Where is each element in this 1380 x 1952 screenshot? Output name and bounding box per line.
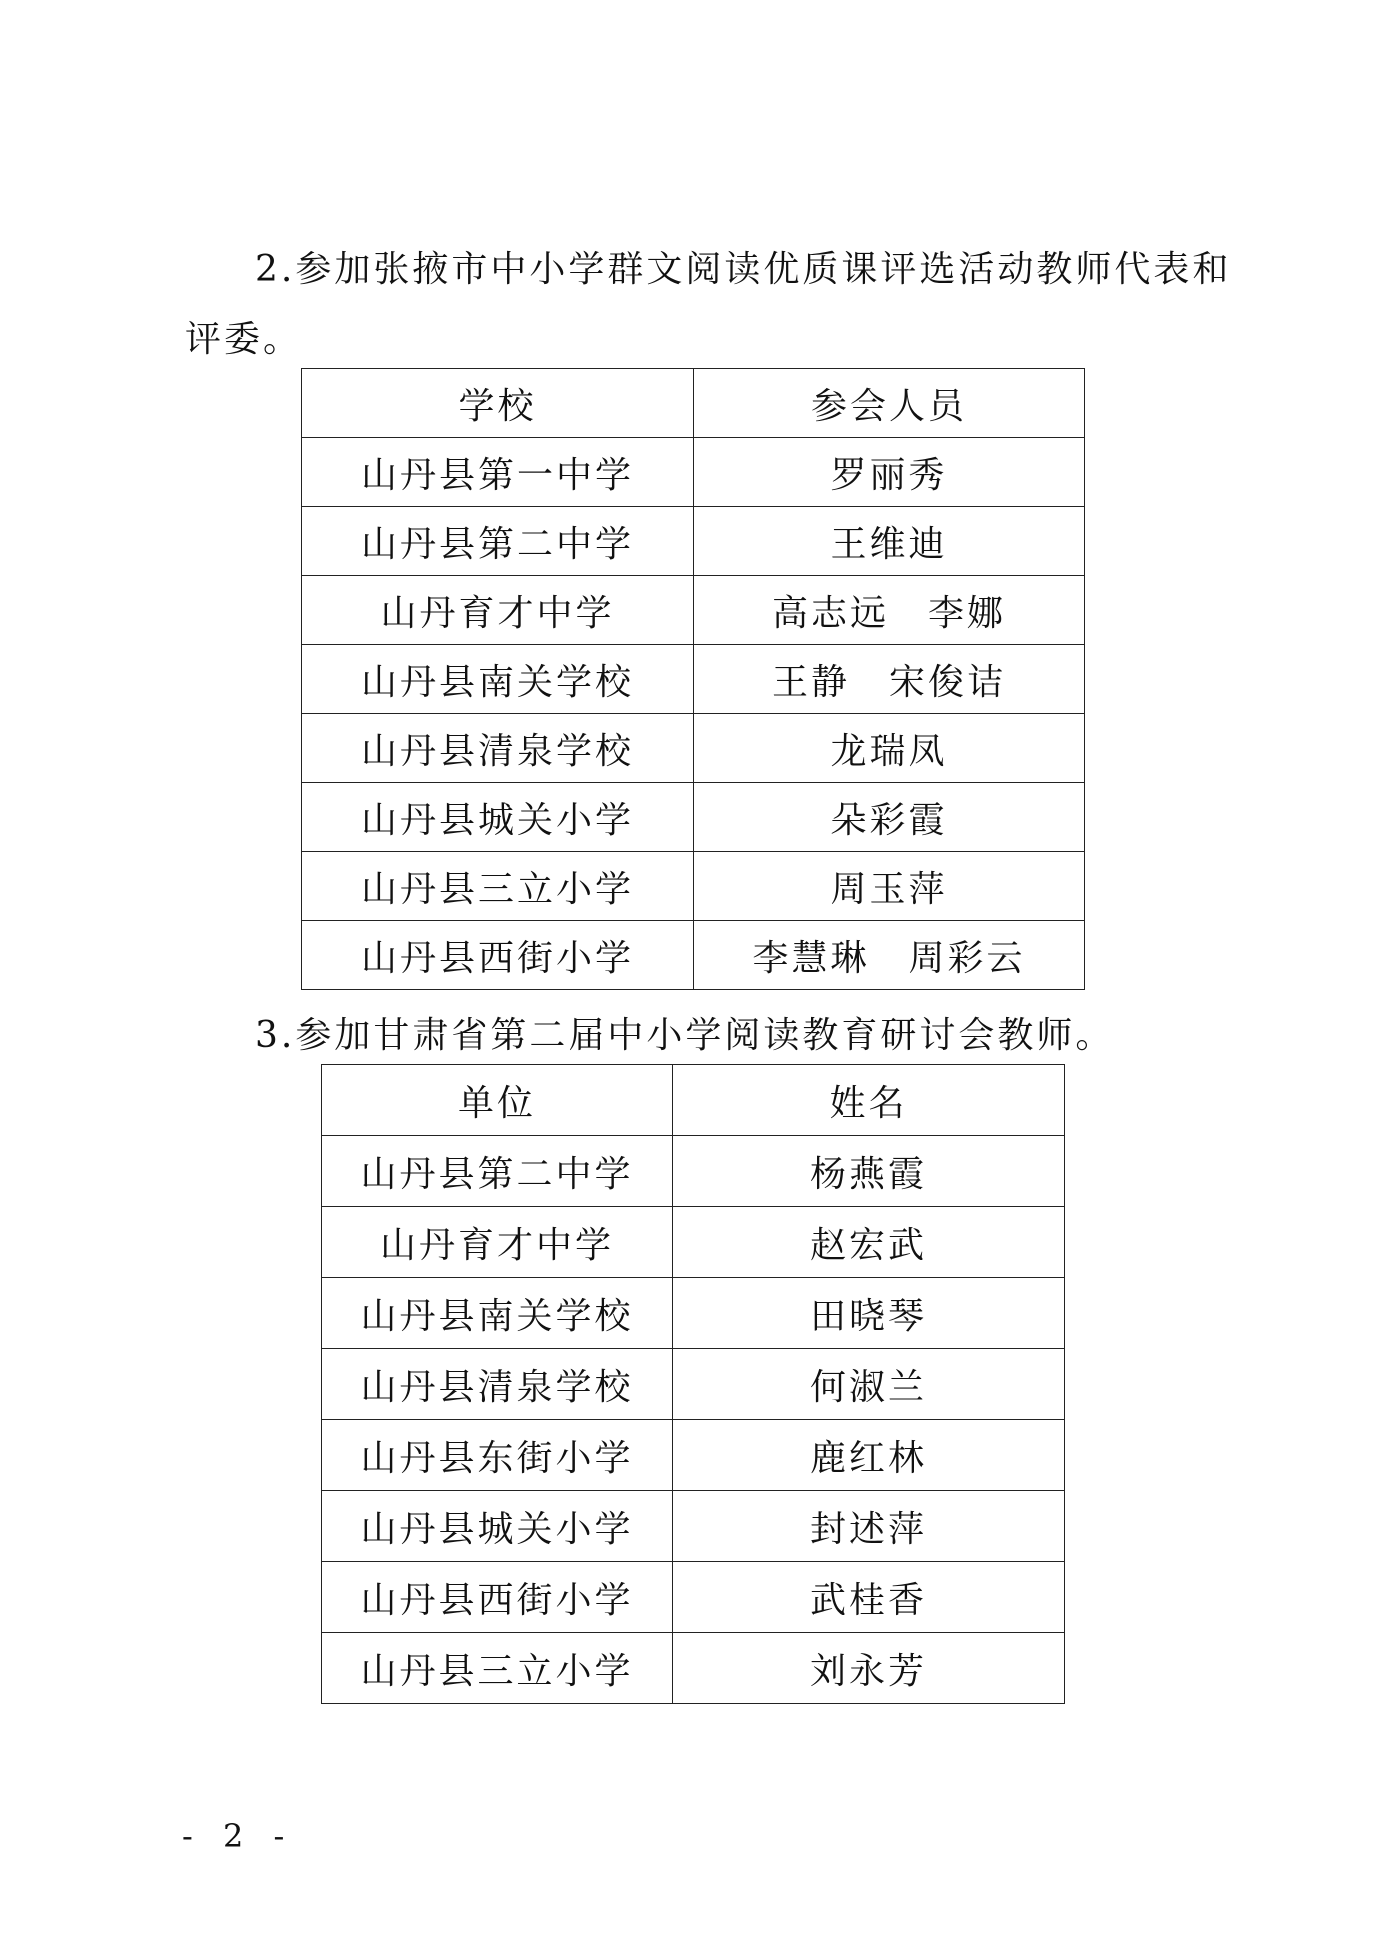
- unit-cell: 山丹县三立小学: [322, 1633, 673, 1704]
- school-cell: 山丹县清泉学校: [302, 714, 694, 783]
- school-cell: 山丹县第二中学: [302, 507, 694, 576]
- attendee-cell: 李慧琳 周彩云: [694, 921, 1085, 990]
- table-row: [322, 1562, 1065, 1633]
- section2-heading-line1: 2.参加张掖市中小学群文阅读优质课评选活动教师代表和: [255, 249, 1232, 290]
- table-row: [322, 1491, 1065, 1562]
- column-header-name: 姓名: [673, 1065, 1065, 1136]
- unit-cell: 山丹县第二中学: [322, 1136, 673, 1207]
- attendee-cell: 龙瑞凤: [694, 714, 1085, 783]
- table-row: [302, 438, 1085, 507]
- attendee-cell: 高志远 李娜: [694, 576, 1085, 645]
- table-row: [302, 783, 1085, 852]
- school-cell: 山丹县第一中学: [302, 438, 694, 507]
- unit-cell: 山丹县南关学校: [322, 1278, 673, 1349]
- unit-cell: 山丹县东街小学: [322, 1420, 673, 1491]
- table-row: [302, 576, 1085, 645]
- column-header-unit: 单位: [322, 1065, 673, 1136]
- table-row: [322, 1207, 1065, 1278]
- table-row: [302, 852, 1085, 921]
- school-cell: 山丹县三立小学: [302, 852, 694, 921]
- name-cell: 何淑兰: [673, 1349, 1065, 1420]
- section3-heading: 3.参加甘肃省第二届中小学阅读教育研讨会教师。: [255, 1015, 1115, 1056]
- name-cell: 武桂香: [673, 1562, 1065, 1633]
- name-cell: 赵宏武: [673, 1207, 1065, 1278]
- table-row: [302, 921, 1085, 990]
- unit-cell: 山丹县西街小学: [322, 1562, 673, 1633]
- table-row: [302, 507, 1085, 576]
- name-cell: 鹿红林: [673, 1420, 1065, 1491]
- attendee-cell: 王维迪: [694, 507, 1085, 576]
- column-header-school: 学校: [302, 369, 694, 438]
- school-cell: 山丹县南关学校: [302, 645, 694, 714]
- name-cell: 刘永芳: [673, 1633, 1065, 1704]
- table-row: [322, 1633, 1065, 1704]
- delegates-table: [301, 368, 1085, 990]
- table-header-row: [302, 369, 1085, 438]
- unit-cell: 山丹县清泉学校: [322, 1349, 673, 1420]
- attendee-cell: 罗丽秀: [694, 438, 1085, 507]
- attendee-cell: 王静 宋俊诘: [694, 645, 1085, 714]
- name-cell: 田晓琴: [673, 1278, 1065, 1349]
- name-cell: 杨燕霞: [673, 1136, 1065, 1207]
- table-row: [322, 1420, 1065, 1491]
- school-cell: 山丹县城关小学: [302, 783, 694, 852]
- table-row: [302, 714, 1085, 783]
- section2-heading-line2: 评委。: [185, 319, 303, 360]
- school-cell: 山丹县西街小学: [302, 921, 694, 990]
- attendee-cell: 朵彩霞: [694, 783, 1085, 852]
- school-cell: 山丹育才中学: [302, 576, 694, 645]
- table-row: [302, 645, 1085, 714]
- page-number: - 2 -: [182, 1817, 295, 1855]
- seminar-teachers-table: [321, 1064, 1065, 1704]
- table-row: [322, 1278, 1065, 1349]
- unit-cell: 山丹县城关小学: [322, 1491, 673, 1562]
- attendee-cell: 周玉萍: [694, 852, 1085, 921]
- table-row: [322, 1349, 1065, 1420]
- table-row: [322, 1136, 1065, 1207]
- unit-cell: 山丹育才中学: [322, 1207, 673, 1278]
- name-cell: 封述萍: [673, 1491, 1065, 1562]
- column-header-attendees: 参会人员: [694, 369, 1085, 438]
- table-header-row: [322, 1065, 1065, 1136]
